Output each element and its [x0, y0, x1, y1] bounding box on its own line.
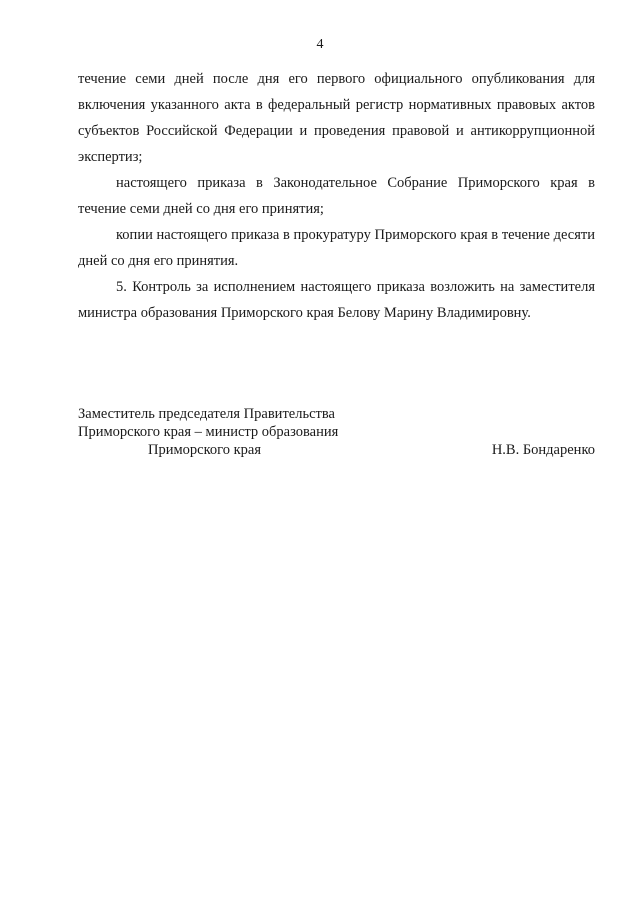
document-body [78, 66, 595, 326]
signature-block [78, 405, 595, 459]
paragraph-prosecutor: копии настоящего приказа в прокуратуру Приморского края в течение десяти дней со дня его принятия. [78, 227, 595, 269]
paragraph-legislative-assembly: настоящего приказа в Законодательное Собрание Приморского края в течение семи дней со дня его принятия; [78, 175, 595, 217]
paragraph-continuation: течение семи дней после дня его первого официального опубликования для включения указанного акта в федеральный регистр нормативных правовых актов субъектов Российской Федерации и проведения правовой и антикоррупционной экспертиз; [78, 71, 595, 165]
signatory-position-line-1: Заместитель председателя Правительства [78, 406, 335, 422]
signatory-position-line-3: Приморского края [148, 442, 262, 458]
signatory-position-line-2: Приморского края – министр образования [78, 424, 339, 440]
paragraph-control-clause: 5. Контроль за исполнением настоящего приказа возложить на заместителя министра образования Приморского края Белову Марину Владимировну. [78, 279, 595, 321]
page-number: 4 [316, 37, 324, 52]
signatory-name: Н.В. Бондаренко [491, 442, 595, 458]
